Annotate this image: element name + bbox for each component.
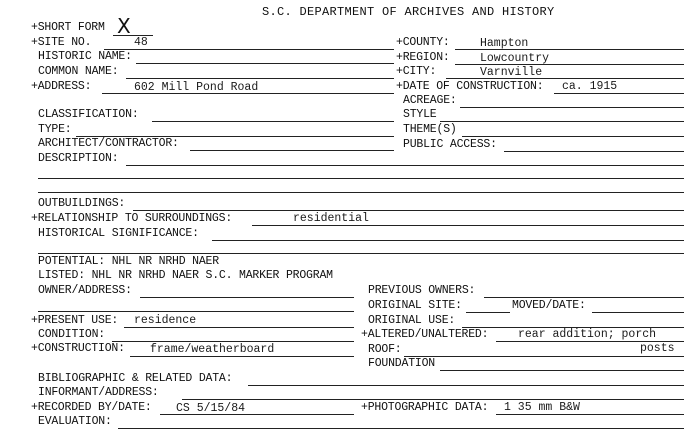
public-access-label: PUBLIC ACCESS: <box>403 138 497 151</box>
foundation-label: FOUNDATION <box>368 357 436 370</box>
construction-label: +CONSTRUCTION: <box>31 342 125 355</box>
site-no-value[interactable]: 48 <box>134 36 148 49</box>
evaluation-line <box>118 428 684 429</box>
classification-label: CLASSIFICATION: <box>38 108 139 121</box>
type-label: TYPE: <box>38 123 72 136</box>
present-use-label: +PRESENT USE: <box>31 314 119 327</box>
present-use-value[interactable]: residence <box>134 314 197 327</box>
original-site-label: ORIGINAL SITE: <box>368 299 462 312</box>
evaluation-label: EVALUATION: <box>38 415 112 428</box>
site-no-label: +SITE NO. <box>31 36 92 49</box>
form-title: S.C. DEPARTMENT OF ARCHIVES AND HISTORY <box>262 5 555 19</box>
original-use-label: ORIGINAL USE: <box>368 314 456 327</box>
style-line <box>440 121 684 122</box>
previous-owners-label: PREVIOUS OWNERS: <box>368 284 476 297</box>
roof-value[interactable]: posts <box>640 342 675 355</box>
description-line-1 <box>126 165 684 166</box>
description-line-3 <box>38 192 684 193</box>
construction-value[interactable]: frame/weatherboard <box>150 343 275 356</box>
previous-owners-line <box>484 297 684 298</box>
roof-label: ROOF: <box>368 343 402 356</box>
recorded-by-label: +RECORDED BY/DATE: <box>31 401 152 414</box>
bibliographic-label: BIBLIOGRAPHIC & RELATED DATA: <box>38 372 233 385</box>
roof-line <box>404 356 684 357</box>
architect-line <box>190 150 394 151</box>
relationship-value[interactable]: residential <box>293 212 369 225</box>
condition-line <box>112 341 354 342</box>
region-value[interactable]: Lowcountry <box>480 52 550 65</box>
photographic-label: +PHOTOGRAPHIC DATA: <box>361 401 489 414</box>
owner-address-line-2 <box>38 311 354 312</box>
date-construction-line <box>554 93 684 94</box>
potential-label: POTENTIAL: NHL NR NRHD NAER <box>38 255 219 268</box>
city-value[interactable]: Varnville <box>480 66 543 79</box>
public-access-line <box>504 151 684 152</box>
style-label: STYLE <box>403 108 437 121</box>
city-label: +CITY: <box>396 65 437 78</box>
classification-line <box>152 121 394 122</box>
moved-date-label: MOVED/DATE: <box>512 299 586 312</box>
altered-value[interactable]: rear addition; porch <box>518 328 657 341</box>
foundation-line <box>440 370 684 371</box>
outbuildings-line <box>133 210 684 211</box>
themes-label: THEME(S) <box>403 123 457 136</box>
historic-name-label: HISTORIC NAME: <box>38 50 132 63</box>
owner-address-line <box>140 297 354 298</box>
construction-line <box>130 356 354 357</box>
recorded-by-line <box>160 414 354 415</box>
photographic-value[interactable]: 1 35 mm B&W <box>504 401 580 414</box>
county-line <box>455 49 684 50</box>
address-line <box>102 93 394 94</box>
common-name-line <box>126 78 394 79</box>
photographic-line <box>496 414 684 415</box>
description-label: DESCRIPTION: <box>38 152 119 165</box>
date-construction-label: +DATE OF CONSTRUCTION: <box>396 80 544 93</box>
region-line <box>455 64 684 65</box>
themes-line <box>462 136 684 137</box>
historical-significance-line <box>212 240 684 241</box>
moved-date-line <box>592 312 684 313</box>
original-site-line <box>466 312 510 313</box>
address-value[interactable]: 602 Mill Pond Road <box>134 81 259 94</box>
description-line-2 <box>38 178 684 179</box>
owner-address-label: OWNER/ADDRESS: <box>38 284 132 297</box>
common-name-label: COMMON NAME: <box>38 65 119 78</box>
historical-significance-line-2 <box>38 253 684 254</box>
historic-name-line <box>136 63 394 64</box>
city-line <box>446 78 684 79</box>
address-label: +ADDRESS: <box>31 80 92 93</box>
acreage-label: ACREAGE: <box>403 94 457 107</box>
recorded-by-value[interactable]: CS 5/15/84 <box>176 402 246 415</box>
present-use-line <box>124 327 354 328</box>
informant-line <box>182 399 684 400</box>
relationship-label: +RELATIONSHIP TO SURROUNDINGS: <box>31 212 233 225</box>
historical-significance-label: HISTORICAL SIGNIFICANCE: <box>38 227 199 240</box>
short-form-label: +SHORT FORM <box>31 21 105 34</box>
altered-label: +ALTERED/UNALTERED: <box>361 328 489 341</box>
site-no-line <box>104 49 394 50</box>
short-form-check-mark[interactable]: X <box>117 14 131 38</box>
condition-label: CONDITION: <box>38 328 106 341</box>
relationship-line <box>252 225 684 226</box>
bibliographic-line <box>248 385 684 386</box>
architect-label: ARCHITECT/CONTRACTOR: <box>38 137 179 150</box>
region-label: +REGION: <box>396 51 450 64</box>
acreage-line <box>460 107 684 108</box>
listed-label: LISTED: NHL NR NRHD NAER S.C. MARKER PROGRAM <box>38 269 333 282</box>
outbuildings-label: OUTBUILDINGS: <box>38 197 126 210</box>
county-value[interactable]: Hampton <box>480 37 529 50</box>
informant-label: INFORMANT/ADDRESS: <box>38 386 159 399</box>
county-label: +COUNTY: <box>396 36 450 49</box>
date-construction-value[interactable]: ca. 1915 <box>562 80 618 93</box>
